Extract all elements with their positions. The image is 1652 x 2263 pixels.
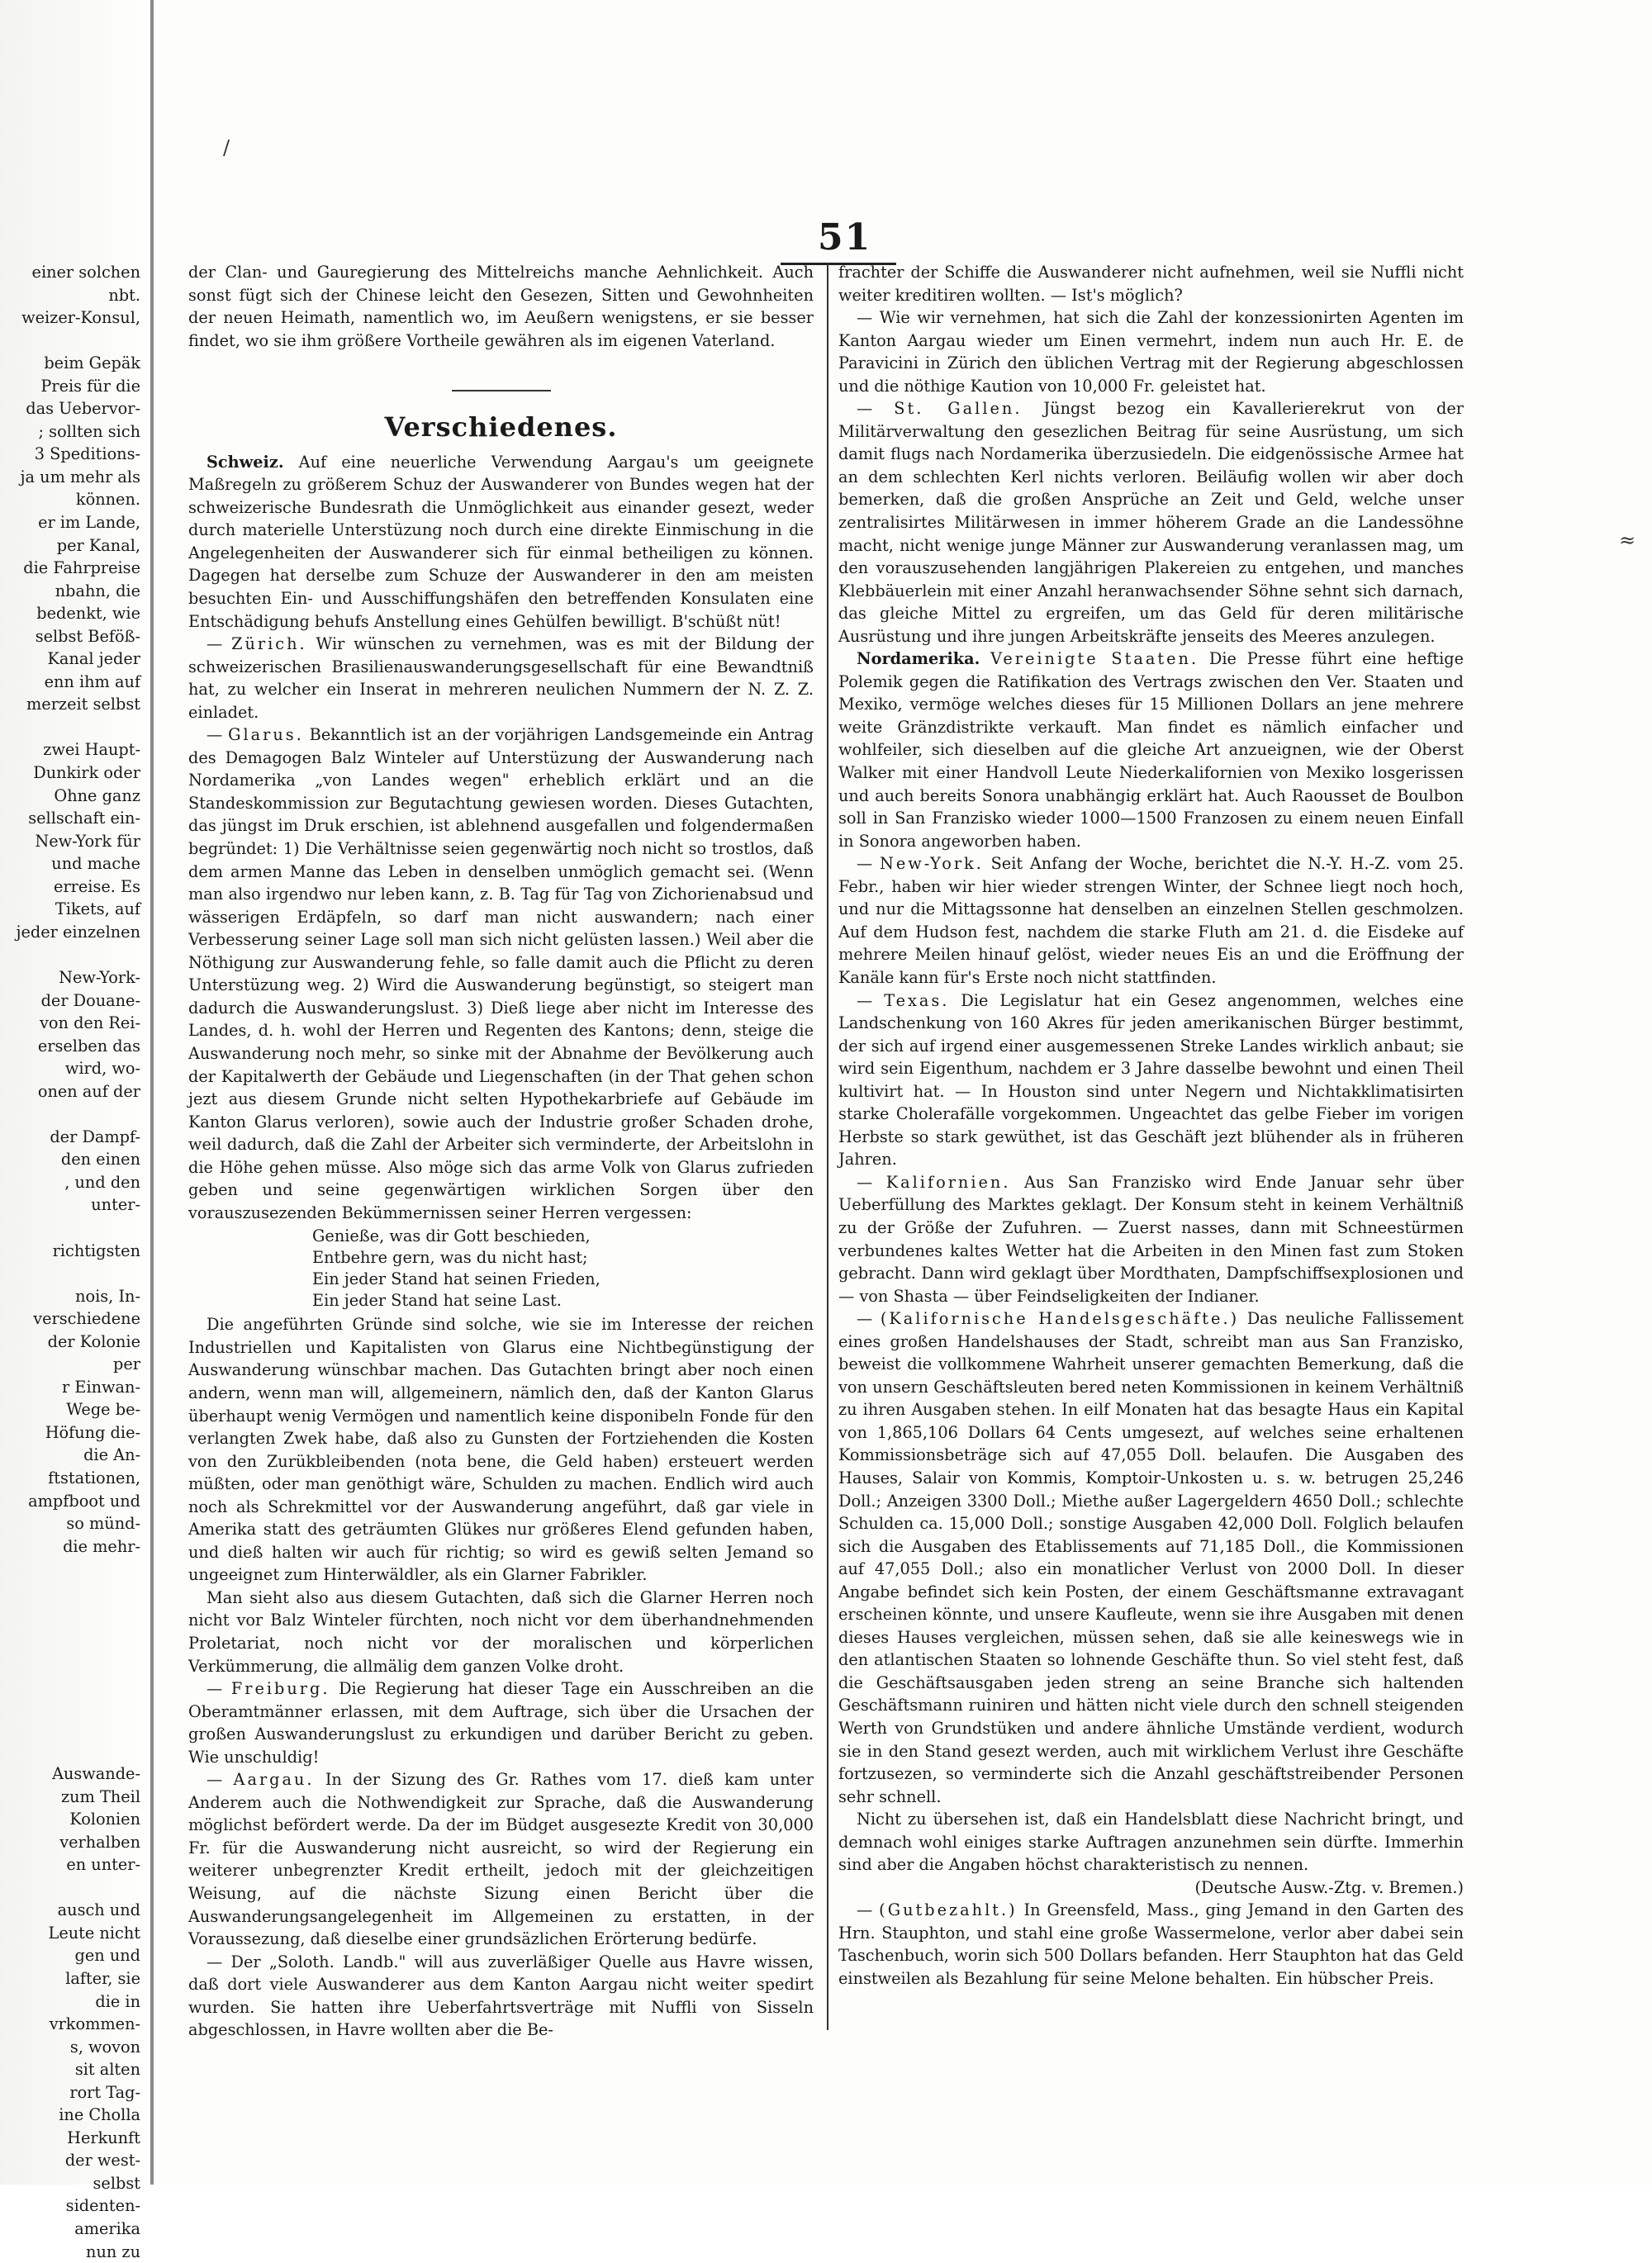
- strip-line: rort Tag-: [69, 2082, 140, 2102]
- strip-line: die mehr-: [63, 1536, 140, 1556]
- item-gutbezahlt: — (Gutbezahlt.) In Greensfeld, Mass., ging Jemand in den Garten des Hrn. Stauphton, und stahl eine große Wassermelone, verlor aber dabei sein Taschenbuch, worin sich 500 Dollars befanden. Herr Stauphton hat das Geld einstweilen als Bezahlung für seine Melone behalten. Ein hübscher Preis.: [838, 1900, 1464, 1989]
- strip-line: [0, 1581, 140, 1604]
- side-mark: ≈: [1619, 529, 1636, 552]
- strip-line: [0, 1103, 140, 1126]
- place-label-vs: Vereinigte Staaten.: [990, 649, 1199, 669]
- column-divider: [827, 263, 828, 2030]
- strip-line: enn ihm auf: [44, 671, 140, 691]
- strip-line: ftstationen,: [48, 1468, 140, 1487]
- strip-line: die Fahrpreise: [23, 558, 140, 578]
- strip-line: amerika: [74, 2219, 140, 2239]
- strip-line: der west-: [64, 2151, 140, 2170]
- source-credit: (Deutsche Ausw.-Ztg. v. Bremen.): [1194, 1877, 1464, 1897]
- strip-line: unter-: [91, 1195, 140, 1215]
- strip-line: per Kanal,: [56, 535, 140, 555]
- strip-line: r Einwan-: [62, 1377, 140, 1397]
- headline-gutbezahlt: (Gutbezahlt.): [879, 1900, 1018, 1920]
- strip-line: [0, 1217, 140, 1240]
- strip-line: Leute nicht: [48, 1923, 140, 1943]
- strip-line: erselben das: [37, 1036, 140, 1056]
- item-texas: — Texas. Die Legislatur hat ein Gesez angenommen, welches eine Landschenkung von 160 Akres für jeden amerikanischen Bürger bestimmt, der sich auf irgend einer ausgemessenen Streke Landes wirklich anbaut; sie wird sein Eigenthum, nachdem er 3 Jahre dasselbe bewohnt und einen Theil kultivirt hat. — In Houston sind unter Negern und Nichtakklimatisirten starke Cholerafälle vorgekommen. Ungeachtet das gelbe Fieber im vorigen Herbste so stark gewüthet, ist das Geschäft jezt blühender als in früheren Jahren.: [838, 990, 1464, 1169]
- strip-line: und mache: [51, 854, 140, 874]
- poem: [188, 1226, 814, 1312]
- strip-line: [0, 716, 140, 739]
- strip-line: Tikets, auf: [55, 899, 140, 919]
- strip-line: der Kolonie: [47, 1331, 140, 1351]
- strip-line: nbahn, die: [55, 581, 140, 600]
- strip-line: sidenten-: [65, 2196, 140, 2216]
- strip-line: [0, 1694, 140, 1717]
- place-label-newyork: New-York.: [880, 854, 984, 874]
- column-2: [838, 261, 1464, 2045]
- strip-line: er im Lande,: [38, 513, 140, 533]
- place-label-kalifornien: Kalifornien.: [885, 1172, 1011, 1192]
- strip-line: Wege be-: [66, 1400, 140, 1420]
- strip-line: [0, 1262, 140, 1285]
- country-label-schweiz: Schweiz.: [206, 452, 284, 472]
- item-zuerich: — Zürich. Wir wünschen zu vernehmen, was es mit der Bildung der schweizerischen Brasilienauswanderungsgesellschaft für eine Bewandtniß hat, zu welcher ein Inserat in mehreren neulichen Nummern der N. Z. Z. einladet.: [188, 634, 814, 722]
- strip-line: onen auf der: [37, 1081, 140, 1101]
- strip-line: [0, 1740, 140, 1763]
- item-aargau: — Aargau. In der Sizung des Gr. Rathes vom 17. dieß kam unter Anderem auch die Nothwendigkeit zur Sprache, daß die Auswanderung möglichst befördert werde. Da der im Büdget ausgesezte Kredit von 30,000 Fr. für die Auswanderung nicht ausreicht, so wird der Regierung ein weiterer unbegrenzter Kredit ertheilt, jedoch mit der gleichzeitigen Weisung, auf die nächste Sizung einen Bericht über die Auswanderungsangelegenheit im Allgemeinen zu erstatten, in der Voraussezung, daß dieselbe einer grundsäzlichen Erörterung bedürfe.: [188, 1770, 814, 1949]
- item-soloth: — Der „Soloth. Landb." will aus zuverläßiger Quelle aus Havre wissen, daß dort viele Auswanderer aus dem Kanton Aargau nicht weiter spedirt wurden. Sie hatten ihre Ueberfahrtsverträge mit Nuffli von Sisseln abgeschlossen, in Havre wollten aber die Be-: [188, 1952, 814, 2040]
- section-divider: [452, 390, 551, 391]
- strip-line: erreise. Es: [54, 876, 140, 896]
- strip-line: ausch und: [57, 1900, 140, 1920]
- strip-line: nois, In-: [75, 1286, 140, 1306]
- strip-line: [0, 1876, 140, 1900]
- item-stgallen: — St. Gallen. Jüngst bezog ein Kavallerierekrut von der Militärverwaltung den gesezlichen Beitrag für seine Ausrüstung, um sich damit flugs nach Nordamerika überzusiedeln. Die eidgenössische Armee hat an dem schlechten Kerl nichts verloren. Beiläufig wollen wir aber doch bemerken, daß die großen Ansprüche an Zeit und Geld, welche unser zentralisirtes Militärwesen in immer höherem Grade an die Landessöhne macht, nicht wenige junge Männer zur Auswanderung veranlassen mag, um den vorauszusehenden langjährigen Plakereien zu entgehen, und manches Klebbäuerlein mit einer Anzahl heranwachsender Söhne sehnt sich darnach, das gleiche Mittel zu ergreifen, um das Geld für deren militärische Ausrüstung und ihre jungen Arbeitskräfte jenseits des Meeres anzulegen.: [838, 399, 1464, 646]
- strip-line: s, wovon: [69, 2037, 140, 2057]
- item-newyork: — New-York. Seit Anfang der Woche, berichtet die N.-Y. H.-Z. vom 25. Febr., haben wir hier wieder strengen Winter, der Schnee liegt noch hoch, und nur die Mittagssonne hat denselben an einzelnen Stellen geschmolzen. Auf dem Hudson fest, nachdem die starke Fluth am 21. d. die Eisdeke auf mehrere Meilen hinauf gelöst, wieder neues Eis an und die Eröffnung der Kanäle kann für's Erste noch nicht stattfinden.: [838, 854, 1464, 987]
- paragraph: — Wie wir vernehmen, hat sich die Zahl der konzessionirten Agenten im Kanton Aargau wieder um Einen vermehrt, indem nun auch Hr. E. de Paravicini in Zürich den üblichen Vertrag mit der Regierung abgeschlossen und die nöthige Kaution von 10,000 Fr. geleistet hat.: [838, 308, 1464, 396]
- section-title: Verschiedenes.: [384, 411, 618, 444]
- continuation-paragraph: frachter der Schiffe die Auswanderer nicht aufnehmen, weil sie Nuffli nicht weiter kreditiren wollten. — Ist's möglich?: [838, 263, 1464, 305]
- page-number: 51: [818, 216, 872, 259]
- strip-line: ampfboot und: [28, 1491, 140, 1511]
- page-fold-line: [150, 0, 154, 2185]
- strip-line: die An-: [83, 1445, 140, 1465]
- strip-line: zum Theil: [60, 1786, 140, 1806]
- strip-line: Kolonien: [69, 1810, 140, 1829]
- strip-line: können.: [75, 490, 140, 510]
- strip-line: ; sollten sich: [38, 421, 140, 441]
- paragraph: Nicht zu übersehen ist, daß ein Handelsblatt diese Nachricht bringt, und demnach wohl einiges starke Auftragen anzunehmen sein dürfte. Immerhin sind aber die Angaben höchst charakteristisch zu nennen.: [838, 1810, 1464, 1875]
- strip-line: einer solchen: [31, 263, 140, 282]
- strip-line: zwei Haupt-: [43, 740, 140, 760]
- strip-line: per: [113, 1354, 140, 1374]
- strip-line: New-York-: [59, 967, 140, 987]
- poem-line: Ein jeder Stand hat seine Last.: [312, 1291, 562, 1311]
- item-kalifornien: — Kalifornien. Aus San Franzisko wird Ende Januar sehr über Ueberfüllung des Marktes geklagt. Der Konsum steht in keinem Verhältniß zu der Größe der Zufuhren. — Zuerst nasses, dann mit Schneestürmen verbundenes kaltes Wetter hat die Arbeiten in den Minen fast zum Stoken gebracht. Dann wird geklagt über Mordthaten, Dampfschiffsexplosionen und — von Shasta — über Feindseligkeiten der Indianer.: [838, 1172, 1464, 1306]
- paragraph: Die angeführten Gründe sind solche, wie sie im Interesse der reichen Industriellen und Kapitalisten von Glarus eine Nichtbegünstigung der Auswanderung wünschbar machen. Das Gutachten bringt aber noch einen andern, wenn man will, allgemeinern, nämlich den, daß der Kanton Glarus überhaupt wenig Vermögen und namentlich keine disponibeln Fonde für den verlangten Zwek habe, daß also zu Gunsten der Fortziehenden die Kosten von den Zurükbleibenden (nota bene, die Geld haben) ersteuert werden müßten, oder man genöthigt wäre, Schulden zu machen. Endlich wird auch noch als Schrekmittel vor der Auswanderung angeführt, daß gar viele in Amerika statt des geträumten Glükes nur größeres Elend gefunden haben, und dieß halten wir auch für richtig; so wird es gewiß selten Jemand so ungeeignet zum Hinterwäldler, als ein Glarner Fabrikler.: [188, 1315, 814, 1585]
- strip-line: [0, 1558, 140, 1581]
- strip-line: [0, 1717, 140, 1740]
- strip-line: Herkunft: [67, 2128, 140, 2147]
- place-label-texas: Texas.: [884, 990, 950, 1010]
- paragraph: Man sieht also aus diesem Gutachten, daß sich die Glarner Herren noch nicht vor Balz Winteler fürchten, noch nicht vor dem überhandnehmenden Proletariat, noch nicht vor der moralischen und körperlichen Verkümmerung, die allmälig dem ganzen Volke droht.: [188, 1587, 814, 1676]
- strip-line: jeder einzelnen: [16, 922, 140, 942]
- strip-line: merzeit selbst: [26, 695, 140, 714]
- strip-line: bedenkt, wie: [36, 604, 140, 624]
- strip-line: gen und: [74, 1946, 140, 1966]
- strip-line: [0, 1672, 140, 1695]
- corner-mark: /: [223, 136, 230, 159]
- poem-line: Entbehre gern, was du nicht hast;: [312, 1248, 588, 1268]
- strip-line: verhalben: [59, 1832, 140, 1852]
- strip-line: von den Rei-: [40, 1013, 140, 1033]
- strip-line: [0, 330, 140, 353]
- strip-line: wird, wo-: [64, 1059, 140, 1079]
- place-label-freiburg: Freiburg.: [230, 1679, 330, 1699]
- item-glarus: — Glarus. Bekanntlich ist an der vorjährigen Landsgemeinde ein Antrag des Demagogen Balz Winteler auf Unterstüzung der Auswanderung nach Nordamerika „von Landes wegen" erheblich erklärt und an die Standeskommission zur Begutachtung gewiesen worden. Dieses Gutachten, das jüngst im Druk erschien, ist ablehnend ausgefallen und folgendermaßen begründet: 1) Die Verhältnisse seien gegenwärtig noch nicht so trostlos, daß dem armen Manne das Leben in denselben unmöglich gemacht sei. (Wenn man also irgendwo nur leben kann, z. B. Tag für Tag von Zichorienabsud und wässerigen Erdäpfeln, so darf man nicht auswandern; nach einer Verbesserung seiner Lage soll man sich nicht gelüsten lassen.) Weil aber die Nöthigung zur Auswanderung fehle, so falle damit auch die Pflicht zu deren Unterstüzung weg. 2) Wird die Auswanderung begünstigt, so steigert man dadurch die Auswanderungslust. 3) Dieß liege aber nicht im Interesse des Landes, d. h. wohl der Herren und Regenten des Kantons; denn, steige die Auswanderung noch mehr, so sinke mit der Abnahme der Bevölkerung auch der Kapitalwerth der Gebäude und Liegenschaften (in der That gehen schon jezt aus diesem Grunde nicht selten Hypothekarbriefe auf Gebäude im Kanton Glarus verloren), sowie auch der Industrie großer Schaden drohe, weil dadurch, daß die Zahl der Arbeiter sich verminderte, der Arbeitslohn in die Höhe gehen müsse. Also möge sich das arme Volk von Glarus zufrieden geben und seine gegenwärtigen wirklichen Sorgen über den vorauszusezenden Bekümmernissen seiner Herren vergessen:: [188, 725, 814, 1222]
- strip-line: [0, 1649, 140, 1672]
- strip-line: selbst Beföß-: [35, 626, 140, 646]
- strip-line: der Dampf-: [50, 1127, 140, 1146]
- strip-line: en unter-: [66, 1855, 140, 1875]
- strip-line: Höfung die-: [45, 1422, 140, 1442]
- place-label-aargau: Aargau.: [233, 1770, 315, 1790]
- strip-line: Dunkirk oder: [33, 763, 140, 783]
- strip-line: nbt.: [108, 285, 140, 305]
- poem-line: Ein jeder Stand hat seinen Frieden,: [312, 1269, 601, 1289]
- headline-handel: (Kalifornische Handelsgeschäfte.): [880, 1309, 1240, 1329]
- strip-line: das Uebervor-: [26, 399, 140, 419]
- strip-line: , und den: [64, 1172, 140, 1192]
- strip-line: nun zu: [86, 2242, 140, 2261]
- item-schweiz: Schweiz. Auf eine neuerliche Verwendung Aargau's um geeignete Maßregeln zu größerem Schuz der Auswanderer von Bundes wegen hat der schweizerische Bundesrath die Unmöglichkeit aus einander gesezt, weder durch materielle Unterstüzung noch durch eine direkte Einmischung in die Angelegenheiten der Auswanderer sich für einmal betheiligen zu können. Dagegen hat derselbe zum Schuze der Auswanderer in den am meisten besuchten Ein- und Ausschiffungshäfen den betreffenden Konsulaten eine Entschädigung behufs Anstellung eines Gehülfen bewilligt. B'schüßt nüt!: [188, 452, 814, 631]
- strip-line: so münd-: [66, 1514, 140, 1534]
- strip-line: New-York für: [35, 831, 140, 851]
- strip-line: ja um mehr als: [20, 467, 140, 486]
- place-label-zuerich: Zürich.: [231, 634, 307, 654]
- strip-line: Auswande-: [52, 1764, 140, 1784]
- strip-line: sellschaft ein-: [28, 809, 140, 828]
- strip-line: selbst: [93, 2173, 140, 2193]
- strip-line: [0, 943, 140, 966]
- previous-page-text-strip: [0, 261, 140, 2261]
- strip-line: ine Cholla: [59, 2105, 140, 2125]
- strip-line: vrkommen-: [49, 2014, 140, 2034]
- strip-line: den einen: [60, 1150, 140, 1169]
- chinese-article-tail: der Clan- und Gauregierung des Mittelreichs manche Aehnlichkeit. Auch sonst fügt sich der Chinese leicht den Gesezen, Sitten und Gewohnheiten der neuen Heimath, namentlich wo, im Aeußern wenigstens, er sie besser findet, wo sie ihm größere Vortheile gewähren als im eigenen Vaterland.: [188, 263, 814, 350]
- item-handel: — (Kalifornische Handelsgeschäfte.) Das neuliche Fallissement eines großen Handelshauses der Stadt, schreibt man aus San Franzisko, beweist die vollkommene Wahrheit unserer gemachten Bemerkung, daß die von unsern Geschäftsleuten bered neten Kommissionen in keinem Verhältniß zu ihren Ausgaben stehen. In eilf Monaten hat das besagte Haus ein Kapital von 1,865,106 Dollars 64 Cents umgesezt, auf welches seine erhaltenen Kommissionsbeträge sich auf 47,055 Doll. belaufen. Die Ausgaben des Hauses, Salair von Kommis, Komptoir-Unkosten u. s. w. betrugen 25,246 Doll.; Anzeigen 3300 Doll.; Miethe außer Lagergeldern 4650 Doll.; schlechte Schulden ca. 15,000 Doll.; sonstige Ausgaben 42,000 Doll. Folglich belaufen sich die Ausgaben des Etablissements auf 71,185 Doll., die Kommissionen auf 47,055 Doll.; also ein monatlicher Verlust von 2000 Doll. In dieser Angabe befindet sich kein Posten, der einem Geschäftsmanne extravagant erscheinen könnte, und unsere Kaufleute, wenn sie ihre Ausgaben mit denen dieses Hauses vergleichen, müssen sehen, daß sie alle keineswegs wie in den atlantischen Staaten so lohnende Geschäfte thun. So viel steht fest, daß die Geschäftsausgaben jeden streng an seine Branche sich haltenden Geschäftsmann ruiniren und hätten nicht viele durch den schnell steigenden Werth von Grundstüken und andere ähnliche Umstände verdient, wodurch sie in den Stand gesezt werden, auch mit wirklichem Verlust ihre Geschäfte fortzusezen, so verminderte sich die Anzahl geschäftstreibender Personen sehr schnell.: [838, 1309, 1464, 1806]
- strip-line: lafter, sie: [65, 1969, 140, 1989]
- strip-line: Preis für die: [40, 376, 140, 396]
- strip-line: verschiedene: [33, 1309, 140, 1329]
- strip-line: beim Gepäk: [44, 353, 140, 373]
- item-freiburg: — Freiburg. Die Regierung hat dieser Tage ein Ausschreiben an die Oberamtmänner erlassen, mit dem Auftrage, sich über die Ursachen der großen Auswanderungslust zu erkundigen und darüber Bericht zu geben. Wie unschuldig!: [188, 1679, 814, 1767]
- place-label-glarus: Glarus.: [228, 725, 304, 745]
- strip-line: Ohne ganz: [54, 785, 140, 805]
- item-nordamerika: Nordamerika. Vereinigte Staaten. Die Presse führt eine heftige Polemik gegen die Ratifikation des Vertrags zwischen den Ver. Staaten und Mexiko, vermöge welches dieses für 15 Millionen Dollars an jene mehrere weite Gränzdistrikte verkauft. Man findet es nämlich einfacher und wohlfeiler, sich dieselben auf die gleiche Art anzueignen, wie der Oberst Walker mit einer Handvoll Leute Niederkalifornien von Mexiko losgerissen und auch bereits Sonora unabhängig erklärt hat. Auch Raousset de Boulbon soll in San Franzisko wieder 1000—1500 Franzosen zu einem neuen Einfall in Sonora angeworben haben.: [838, 649, 1464, 851]
- strip-line: [0, 1626, 140, 1649]
- strip-line: [0, 1603, 140, 1626]
- poem-line: Genieße, was dir Gott beschieden,: [312, 1226, 591, 1246]
- strip-line: weizer-Konsul,: [21, 308, 140, 328]
- country-label-nordamerika: Nordamerika.: [857, 649, 980, 669]
- strip-line: sit alten: [74, 2060, 140, 2080]
- strip-line: der Douane-: [40, 990, 140, 1010]
- strip-line: 3 Speditions-: [34, 444, 140, 464]
- place-label-stgallen: St. Gallen.: [894, 399, 1023, 419]
- strip-line: richtigsten: [52, 1241, 140, 1260]
- strip-line: die in: [95, 1991, 140, 2011]
- strip-line: Kanal jeder: [47, 649, 140, 669]
- column-1: [188, 261, 814, 2045]
